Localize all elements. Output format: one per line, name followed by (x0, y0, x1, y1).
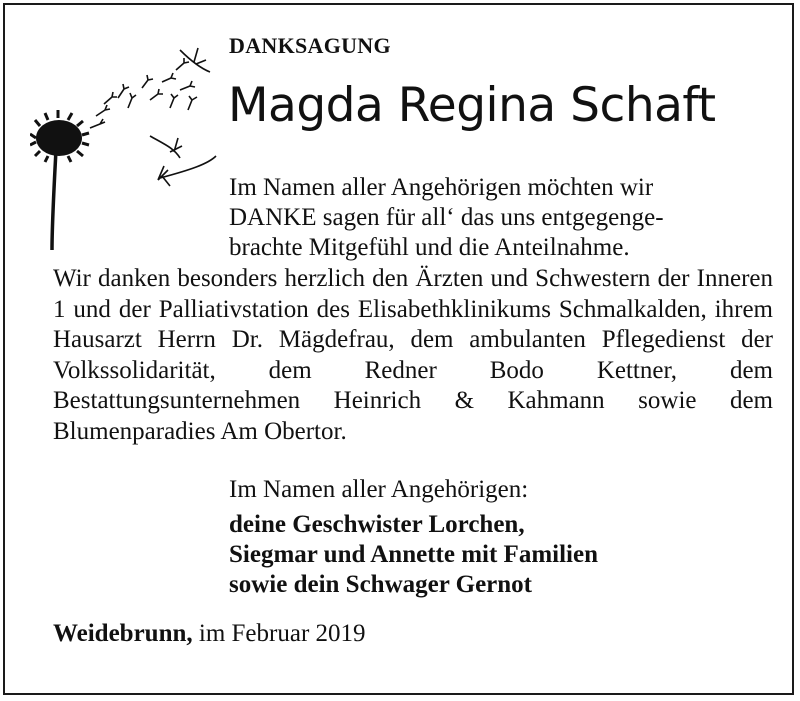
signer-line: sowie dein Schwager Gernot (229, 571, 532, 598)
thanks-paragraph: Wir danken besonders herzlich den Ärzten und Schwestern der Inneren 1 und der Palliativstation des Elisabethklinikums Schmalkalden, ihrem Hausarzt Herrn Dr. Mägdefrau, dem ambulanten Pflegedienst der Volkssolidarität, dem Redner Bodo Kettner, dem Bestattungsunternehmen Heinrich & Kahmann sowie dem Blumenparadies Am Obertor. (53, 265, 773, 445)
place: Weidebrunn, (53, 620, 193, 647)
closing-label: Im Namen aller Angehörigen: (229, 476, 529, 503)
signer-line: deine Geschwister Lorchen, (229, 511, 525, 538)
signer-line: Siegmar und Annette mit Familien (229, 541, 598, 568)
place-date (53, 620, 366, 648)
intro-line: Im Namen aller Angehörigen möchten wir (229, 174, 654, 201)
intro-line: DANKE sagen für all‘ das uns entgegenge- (229, 204, 664, 231)
deceased-name: Magda Regina Schaft (228, 78, 716, 133)
dandelion-icon (30, 38, 225, 253)
signers-block (229, 510, 598, 600)
date: im Februar 2019 (198, 620, 366, 647)
intro-line: brachte Mitgefühl und die Anteilnahme. (229, 234, 630, 261)
notice-heading: DANKSAGUNG (229, 33, 391, 58)
intro-paragraph (229, 173, 749, 263)
